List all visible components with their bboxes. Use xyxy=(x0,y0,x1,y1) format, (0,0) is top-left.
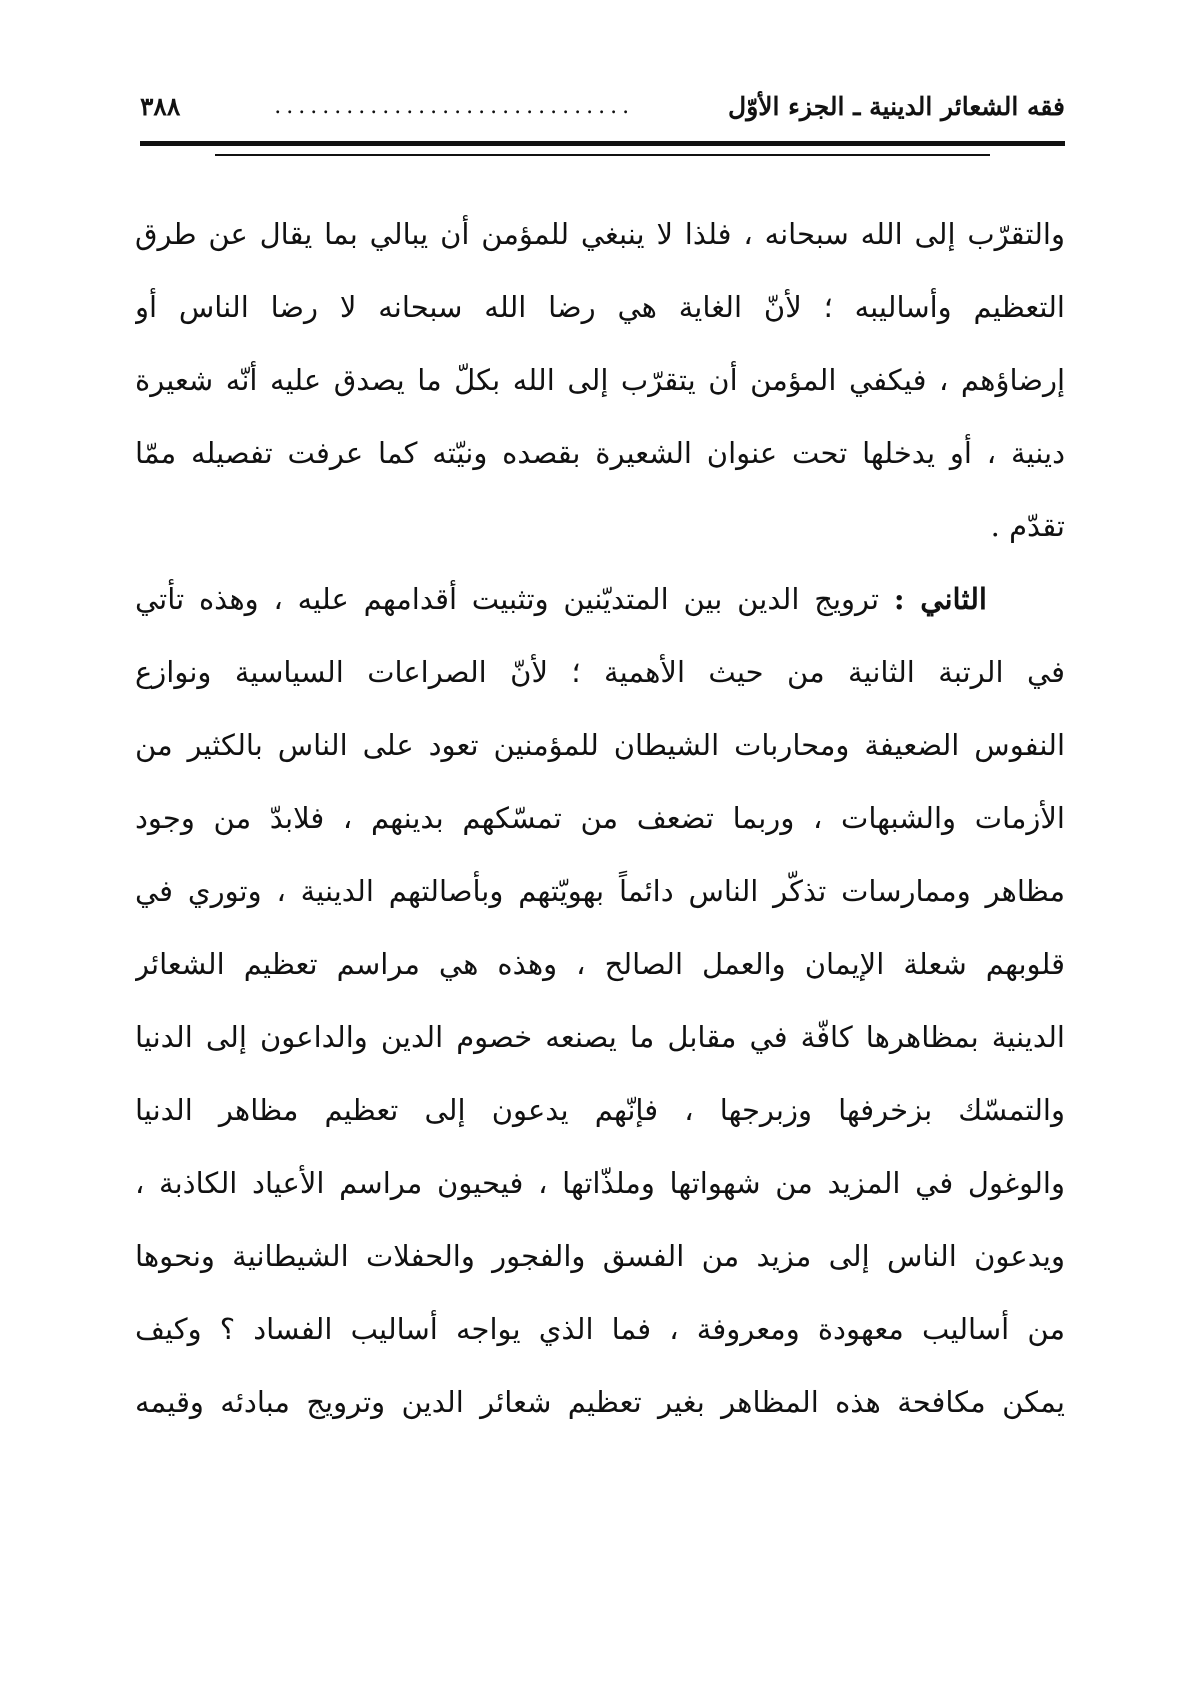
header-rule-thick xyxy=(140,141,1065,146)
text-line: والتقرّب إلى الله سبحانه ، فلذا لا ينبغي للمؤمن أن يبالي بما يقال عن طرق xyxy=(135,217,1065,251)
text-line: إرضاؤهم ، فيكفي المؤمن أن يتقرّب إلى الله بكلّ ما يصدق عليه أنّه شعيرة xyxy=(135,363,1065,397)
text-line: دينية ، أو يدخلها تحت عنوان الشعيرة بقصده ونيّته كما عرفت تفصيله ممّا xyxy=(135,436,1065,470)
running-title: فقه الشعائر الدينية ـ الجزء الأوّل xyxy=(728,91,1065,121)
leader-dots: .............................. xyxy=(274,93,635,119)
text-line: في الرتبة الثانية من حيث الأهمية ؛ لأنّ الصراعات السياسية ونوازع xyxy=(135,655,1065,689)
text-line: النفوس الضعيفة ومحاربات الشيطان للمؤمنين تعود على الناس بالكثير من xyxy=(135,728,1065,762)
text-line: التعظيم وأساليبه ؛ لأنّ الغاية هي رضا الله سبحانه لا رضا الناس أو xyxy=(135,290,1065,324)
text-line: من أساليب معهودة ومعروفة ، فما الذي يواجه أساليب الفساد ؟ وكيف xyxy=(135,1312,1065,1346)
text-line: يمكن مكافحة هذه المظاهر بغير تعظيم شعائر الدين وترويج مبادئه وقيمه xyxy=(135,1385,1065,1419)
paragraph-second-first-line xyxy=(135,563,1065,636)
text-line: والوغول في المزيد من شهواتها وملذّاتها ، فيحيون مراسم الأعياد الكاذبة ، xyxy=(135,1166,1065,1200)
body-text xyxy=(135,198,1065,1439)
text-line: والتمسّك بزخرفها وزبرجها ، فإنّهم يدعون إلى تعظيم مظاهر الدنيا xyxy=(135,1093,1065,1127)
text-line: مظاهر وممارسات تذكّر الناس دائماً بهويّتهم وبأصالتهم الدينية ، وتوري في xyxy=(135,874,1065,908)
text-line: قلوبهم شعلة الإيمان والعمل الصالح ، وهذه هي مراسم تعظيم الشعائر xyxy=(135,947,1065,981)
text-line: تقدّم . xyxy=(990,509,1065,543)
text-line: الأزمات والشبهات ، وربما تضعف من تمسّكهم بدينهم ، فلابدّ من وجود xyxy=(135,801,1065,835)
text-line: الدينية بمظاهرها كافّة في مقابل ما يصنعه خصوم الدين والداعون إلى الدنيا xyxy=(135,1020,1065,1054)
text-line-rest: ترويج الدين بين المتديّنين وتثبيت أقدامهم عليه ، وهذه تأتي xyxy=(135,582,894,616)
text-line: ويدعون الناس إلى مزيد من الفسق والفجور والحفلات الشيطانية ونحوها xyxy=(135,1239,1065,1273)
running-header xyxy=(140,84,1065,128)
page-number: ٣٨٨ xyxy=(140,91,181,121)
paragraph-lead-word: الثاني : xyxy=(893,582,987,616)
header-rule-thin xyxy=(215,154,990,156)
